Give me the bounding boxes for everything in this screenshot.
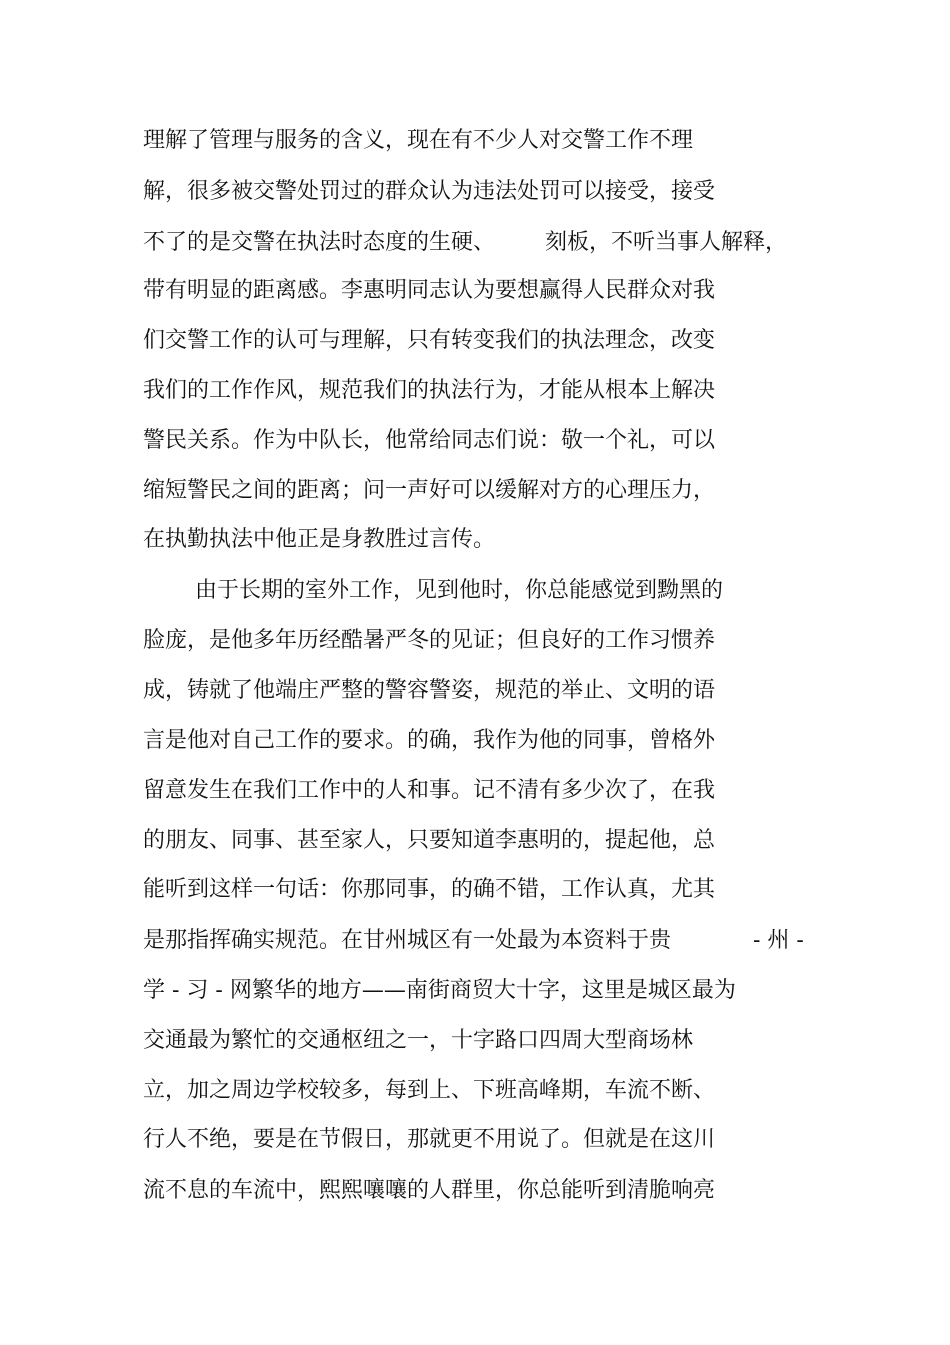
text-line: 立，加之周边学校较多，每到上、下班高峰期，车流不断、: [143, 1078, 716, 1103]
text-line: 言是他对自己工作的要求。的确，我作为他的同事，曾格外: [143, 728, 716, 753]
text-line: 带有明显的距离感。李惠明同志认为要想赢得人民群众对我: [143, 278, 716, 303]
text-line: 解，很多被交警处罚过的群众认为违法处罚可以接受，接受: [143, 179, 716, 204]
text-fragment: 刻板，不听当事人解释，: [545, 230, 788, 255]
text-line: 在执勤执法中他正是身教胜过言传。: [143, 527, 496, 552]
text-line: 交通最为繁忙的交通枢纽之一，十字路口四周大型商场林: [143, 1028, 694, 1053]
text-line-split: [143, 226, 803, 260]
text-line: 行人不绝，要是在节假日，那就更不用说了。但就是在这川: [143, 1127, 716, 1152]
text-line: 警民关系。作为中队长，他常给同志们说：敬一个礼，可以: [143, 428, 716, 453]
text-line: 能听到这样一句话：你那同事，的确不错，工作认真，尤其: [143, 877, 716, 902]
text-fragment: 是那指挥确实规范。在甘州城区有一处最为本资料于贵: [143, 928, 672, 953]
text-line: 成，铸就了他端庄严整的警容警姿，规范的举止、文明的语: [143, 678, 716, 703]
text-line-split: [143, 924, 823, 958]
paragraph-first-line: 由于长期的室外工作，见到他时，你总能感觉到黝黑的: [195, 578, 724, 603]
watermark-fragment: - 州 -: [753, 928, 804, 953]
text-line: 缩短警民之间的距离；问一声好可以缓解对方的心理压力，: [143, 478, 716, 503]
text-line: 们交警工作的认可与理解，只有转变我们的执法理念，改变: [143, 328, 716, 353]
text-line: 的朋友、同事、甚至家人，只要知道李惠明的，提起他，总: [143, 828, 716, 853]
text-line: 我们的工作作风，规范我们的执法行为，才能从根本上解决: [143, 378, 716, 403]
text-line: 学 - 习 - 网繁华的地方——南街商贸大十字，这里是城区最为: [143, 978, 736, 1003]
text-line: 留意发生在我们工作中的人和事。记不清有多少次了，在我: [143, 778, 716, 803]
text-fragment: 不了的是交警在执法时态度的生硬、: [143, 230, 496, 255]
text-line: 理解了管理与服务的含义，现在有不少人对交警工作不理: [143, 128, 694, 153]
text-line: 脸庞，是他多年历经酷暑严冬的见证；但良好的工作习惯养: [143, 628, 716, 653]
text-line: 流不息的车流中，熙熙嚷嚷的人群里，你总能听到清脆响亮: [143, 1178, 716, 1203]
